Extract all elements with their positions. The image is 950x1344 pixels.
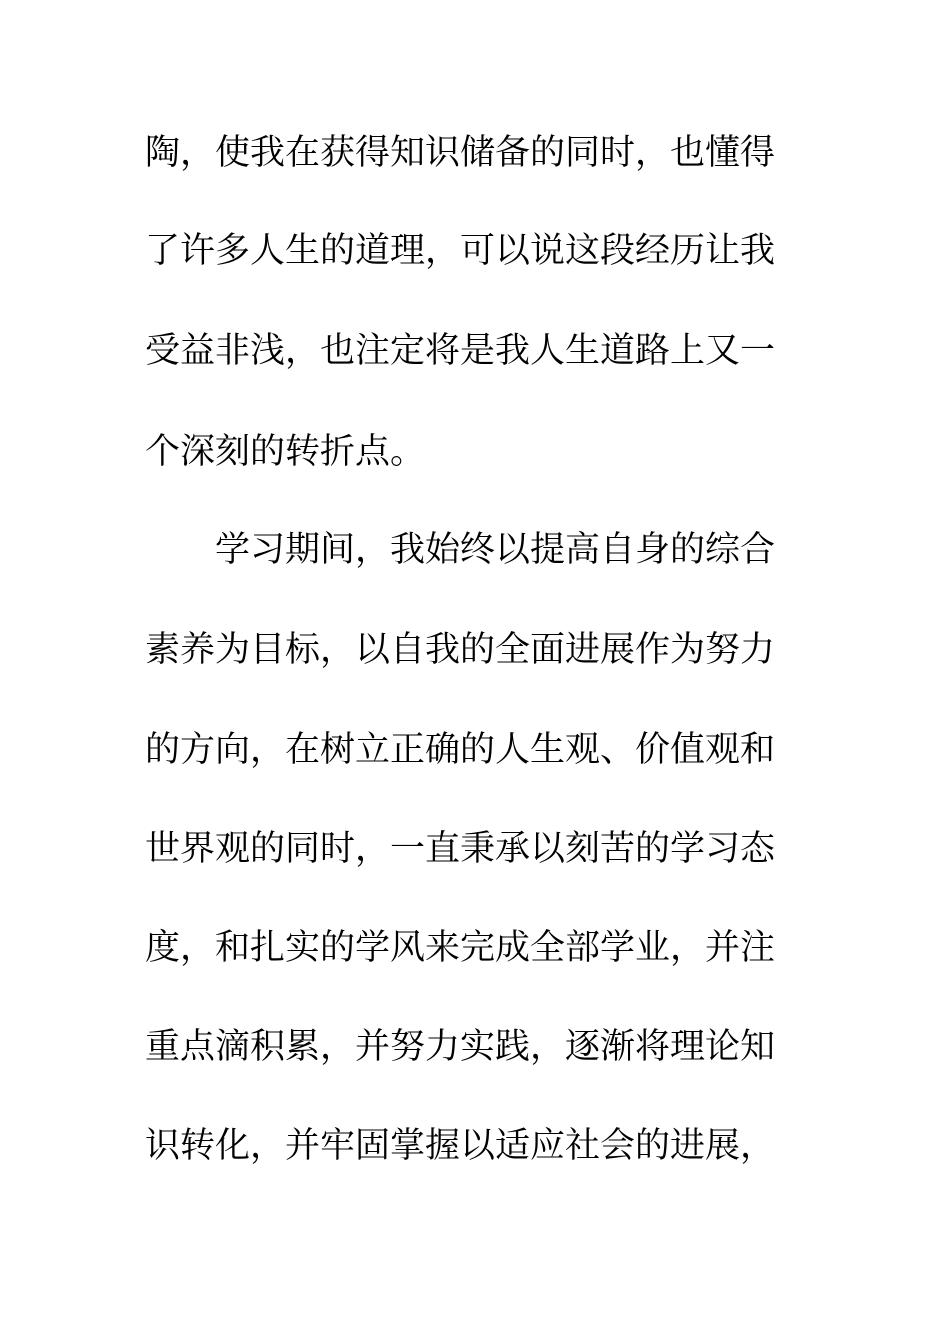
text-line: 受益非浅，也注定将是我人生道路上又一 — [145, 331, 776, 371]
text-line: 个深刻的转折点。 — [145, 432, 426, 472]
text-line: 重点滴积累，并努力实践，逐渐将理论知 — [145, 1027, 776, 1067]
text-line: 度，和扎实的学风来完成全部学业，并注 — [145, 928, 776, 968]
text-line: 的方向，在树立正确的人生观、价值观和 — [145, 730, 776, 770]
text-line: 陶，使我在获得知识储备的同时，也懂得 — [145, 133, 776, 173]
paragraph-first-line: 学习期间，我始终以提高自身的综合 — [215, 530, 776, 570]
text-line: 识转化，并牢固掌握以适应社会的进展， — [145, 1126, 776, 1166]
text-line: 素养为目标，以自我的全面进展作为努力 — [145, 630, 776, 670]
text-line: 了许多人生的道理，可以说这段经历让我 — [145, 231, 776, 271]
text-line: 世界观的同时，一直秉承以刻苦的学习态 — [145, 829, 776, 869]
